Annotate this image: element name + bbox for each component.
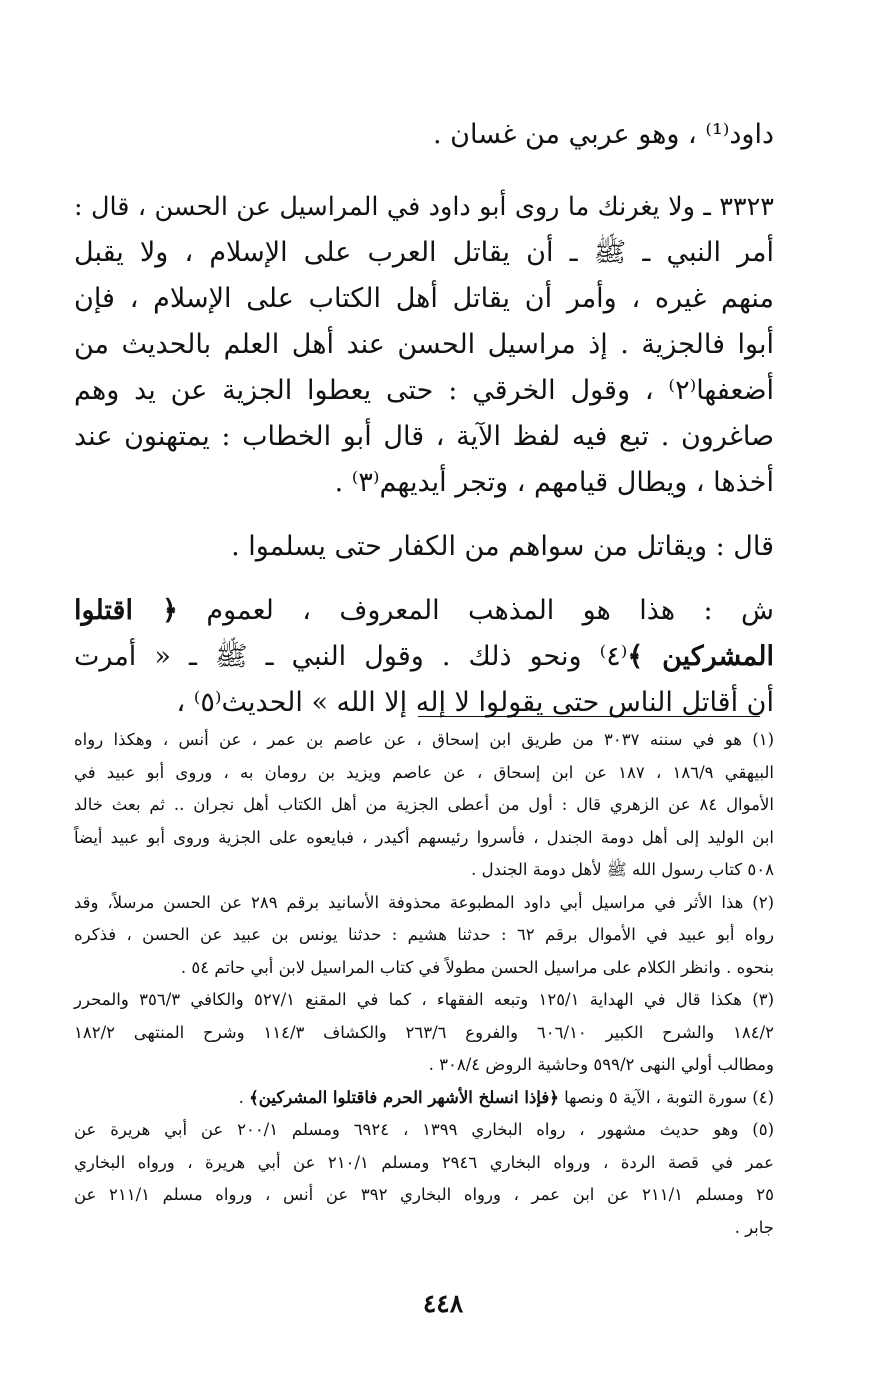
footnote-line — [74, 1082, 774, 1115]
text-fragment: (٤) سورة التوبة ، الآية ٥ ونصها — [564, 1087, 774, 1107]
text-line: أمر النبي ـ ﷺ ـ أن يقاتل العرب على الإسلام ، ولا يقبل — [74, 237, 774, 268]
text-line: أبوا فالجزية . إذ مراسيل الحسن عند أهل العلم بالحديث من — [74, 329, 774, 360]
footnote-line: الأموال ٨٤ عن الزهري قال : أول من أعطى الجزية من أهل الكتاب أهل نجران .. ثم بعث خالد — [74, 795, 774, 814]
footnote-line: ٥٠٨ كتاب رسول الله ﷺ لأهل دومة الجندل . — [471, 860, 774, 879]
paragraph-sharh — [74, 588, 774, 726]
footnote-line: (٢) هذا الأثر في مراسيل أبي داود المطبوعة محذوفة الأسانيد برقم ٢٨٩ عن الحسن مرسلاً، وقد — [74, 892, 774, 912]
text-line: ٣٣٢٣ ـ ولا يغرنك ما روى أبو داود في المراسيل عن الحسن ، قال : — [74, 192, 774, 222]
text-fragment: . — [238, 1087, 244, 1107]
paragraph-1 — [74, 112, 774, 158]
footnote-1 — [74, 724, 774, 887]
quran-quote: ﴿ اقتلوا — [74, 595, 178, 626]
text-fragment: ش : هذا هو المذهب المعروف ، لعموم — [206, 595, 774, 626]
footnote-2 — [74, 887, 774, 985]
footnote-line: (٥) وهو حديث مشهور ، رواه البخاري ١٣٩٩ ، ٦٩٢٤ ومسلم ٢٠٠/١ عن أبي هريرة عن — [74, 1120, 774, 1139]
footnote-line: ١٨٤/٢ والشرح الكبير ٦٠٦/١٠ والفروع ٢٦٣/٦ والكشاف ١١٤/٣ وشرح المنتهى ١٨٢/٢ — [74, 1022, 774, 1042]
main-text — [74, 112, 774, 726]
text-line: منهم غيره ، وأمر أن يقاتل أهل الكتاب على الإسلام ، فإن — [74, 283, 774, 314]
footnote-line: ابن الوليد إلى أهل دومة الجندل ، فأسروا رئيسهم أكيدر ، فبايعوه على الجزية وروى أبو عبيد أيضاً — [74, 827, 774, 847]
page-number: ٤٤٨ — [422, 1289, 464, 1318]
paragraph-matn — [74, 524, 774, 570]
footnotes — [74, 724, 774, 1244]
text-line: صاغرون . تبع فيه لفظ الآية ، قال أبو الخطاب : يمتهنون عند — [74, 421, 774, 452]
text-line: أن أقاتل الناس حتى يقولوا لا إله إلا الله » الحديث⁽٥⁾ ، — [176, 687, 774, 718]
footnote-line: بنحوه . وانظر الكلام على مراسيل الحسن مطولاً في كتاب المراسيل لابن أبي حاتم ٥٤ . — [180, 957, 774, 977]
footnote-line: (١) هو في سننه ٣٠٣٧ من طريق ابن إسحاق ، عن عاصم بن عمر ، عن أنس ، وهكذا رواه — [74, 730, 775, 749]
footnote-line: عمر في قصة الردة ، ورواه البخاري ٢٩٤٦ ومسلم ٢١٠/١ عن أبي هريرة ، ورواه البخاري — [74, 1152, 775, 1172]
text-line — [74, 634, 774, 680]
quran-quote: المشركين ﴾ — [627, 641, 774, 672]
text-fragment: ⁽٤⁾ ونحو ذلك . وقول النبي ـ ﷺ ـ « أمرت — [74, 641, 628, 672]
quran-quote: ﴿فإذا انسلخ الأشهر الحرم فاقتلوا المشركين﴾ — [249, 1087, 559, 1107]
text-line — [74, 588, 774, 634]
paragraph-3323 — [74, 184, 774, 506]
footnote-3 — [74, 984, 774, 1082]
footnote-line: (٣) هكذا قال في الهداية ١٢٥/١ وتبعه الفقهاء ، كما في المقنع ٥٢٧/١ والكافي ٣٥٦/٣ والمحرر — [74, 990, 774, 1009]
text-line: قال : ويقاتل من سواهم من الكفار حتى يسلموا . — [231, 531, 774, 562]
footnote-line: رواه أبو عبيد في الأموال برقم ٦٢ : حدثنا هشيم : حدثنا يونس بن عبيد عن الحسن ، فذكره — [74, 925, 774, 944]
footnote-5 — [74, 1114, 774, 1244]
footnote-line: البيهقي ١٨٦/٩ ، ١٨٧ عن ابن إسحاق ، عن عاصم ويزيد بن رومان به ، وروى أبو عبيد في — [74, 762, 774, 782]
footnote-4 — [74, 1082, 774, 1115]
footnote-line: ومطالب أولي النهى ٥٩٩/٢ وحاشية الروض ٣٠٨/٤ . — [428, 1055, 774, 1074]
footnote-line: جابر . — [734, 1217, 774, 1237]
text-line: أخذها ، ويطال قيامهم ، وتجر أيديهم⁽٣⁾ . — [334, 467, 774, 498]
footnote-separator — [418, 716, 760, 717]
text-line: داود⁽¹⁾ ، وهو عربي من غسان . — [433, 119, 774, 150]
text-line: أضعفها⁽٢⁾ ، وقول الخرقي : حتى يعطوا الجزية عن يد وهم — [74, 375, 774, 406]
footnote-line: ٢٥ ومسلم ٢١١/١ عن ابن عمر ، ورواه البخاري ٣٩٢ عن أنس ، ورواه مسلم ٢١١/١ عن — [74, 1185, 774, 1204]
